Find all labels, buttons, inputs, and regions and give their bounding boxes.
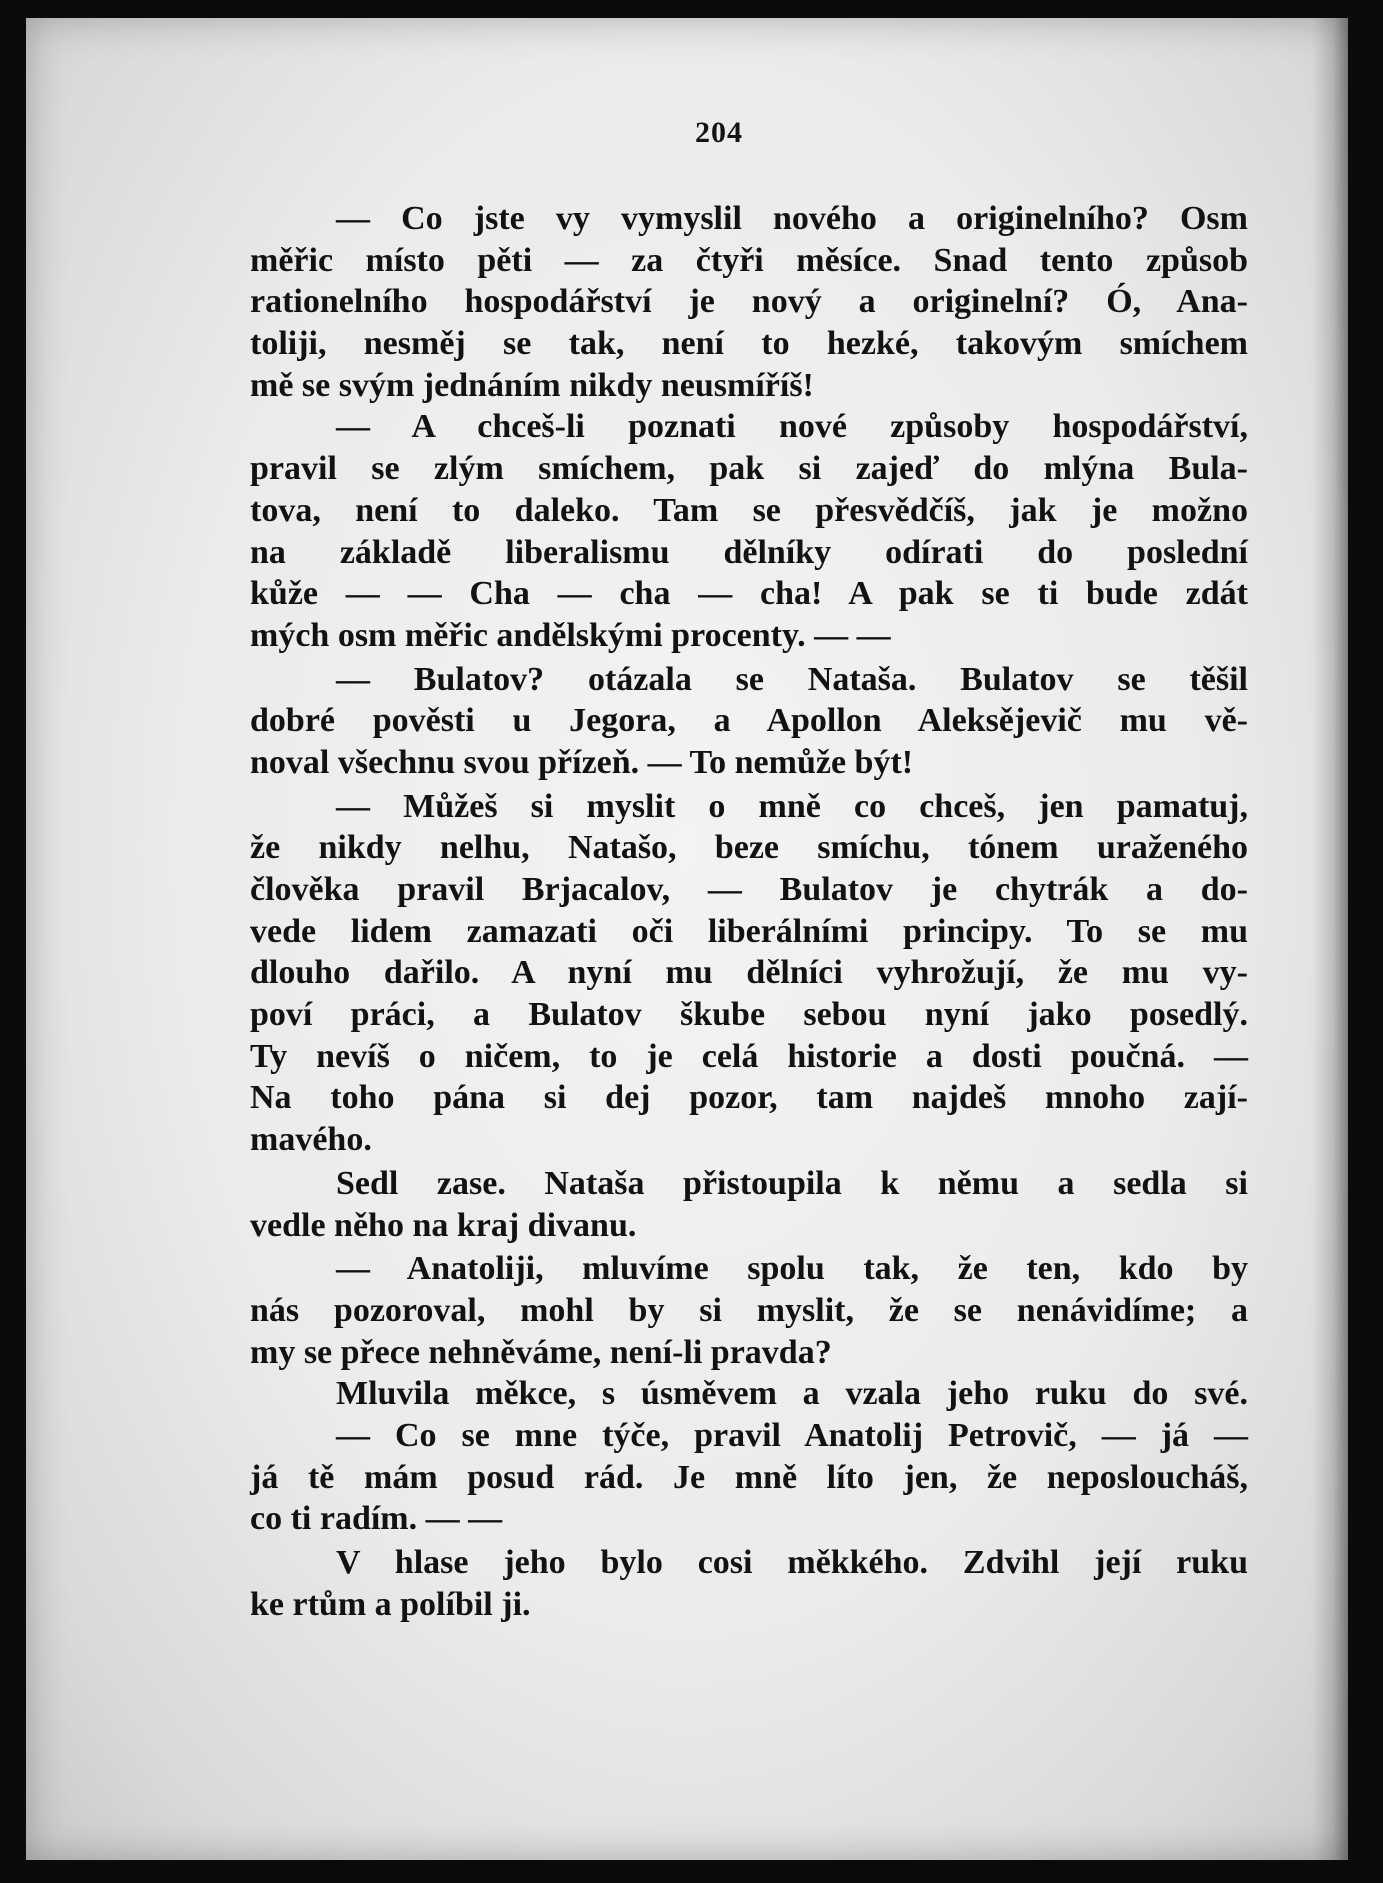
page-number: 204 [695, 116, 743, 149]
text-line: tova, není to daleko. Tam se přesvědčíš, jak je možno [250, 491, 1248, 529]
text-line: já tě mám posud rád. Je mně líto jen, že neposloucháš, [250, 1458, 1248, 1496]
text-line: dobré pověsti u Jegora, a Apollon Aleksějevič mu vě- [250, 702, 1248, 740]
text-line: že nikdy nelhu, Natašo, beze smíchu, tónem uraženého [250, 829, 1248, 867]
text-line: mavého. [250, 1121, 372, 1159]
text-line: co ti radím. — — [250, 1500, 503, 1538]
text-line: — A chceš-li poznati nové způsoby hospodářství, [336, 408, 1248, 446]
text-line: Na toho pána si dej pozor, tam najdeš mnoho zají- [250, 1079, 1248, 1117]
text-line: toliji, nesměj se tak, není to hezké, takovým smíchem [250, 325, 1248, 363]
text-line: vede lidem zamazati oči liberálními principy. To se mu [250, 912, 1248, 950]
text-line: Ty nevíš o ničem, to je celá historie a dosti poučná. — [250, 1037, 1248, 1075]
text-line: ke rtům a políbil ji. [250, 1585, 531, 1623]
text-line: Mluvila měkce, s úsměvem a vzala jeho ruku do své. [336, 1375, 1248, 1413]
text-line: měřic místo pěti — za čtyři měsíce. Snad tento způsob [250, 241, 1248, 279]
text-line: na základě liberalismu dělníky odírati do poslední [250, 533, 1248, 571]
text-line: rationelního hospodářství je nový a originelní? Ó, Ana- [250, 283, 1248, 321]
page-edge-shadow [1312, 18, 1348, 1860]
text-line: člověka pravil Brjacalov, — Bulatov je chytrák a do- [250, 871, 1248, 908]
body-text [250, 198, 1248, 1625]
text-line: noval všechnu svou přízeň. — To nemůže být! [250, 743, 914, 781]
text-line: — Co se mne týče, pravil Anatolij Petrovič, — já — [336, 1416, 1248, 1454]
text-line: Sedl zase. Nataša přistoupila k němu a sedla si [336, 1164, 1248, 1202]
text-line: — Bulatov? otázala se Nataša. Bulatov se těšil [336, 660, 1248, 698]
text-line: kůže — — Cha — cha — cha! A pak se ti bude zdát [250, 575, 1248, 613]
text-line: mě se svým jednáním nikdy neusmíříš! [250, 366, 814, 404]
text-line: dlouho dařilo. A nyní mu dělníci vyhrožují, že mu vy- [250, 954, 1248, 992]
text-line: — Co jste vy vymyslil nového a originelního? Osm [336, 200, 1248, 237]
text-line: — Můžeš si myslit o mně co chceš, jen pamatuj, [336, 787, 1248, 825]
book-page [26, 18, 1348, 1860]
text-line: — Anatoliji, mluvíme spolu tak, že ten, kdo by [336, 1250, 1248, 1288]
text-line: V hlase jeho bylo cosi měkkého. Zdvihl její ruku [336, 1544, 1248, 1581]
text-line: mých osm měřic andělskými procenty. — — [250, 616, 891, 654]
text-line: poví práci, a Bulatov škube sebou nyní jako posedlý. [250, 996, 1248, 1034]
text-line: vedle něho na kraj divanu. [250, 1206, 637, 1244]
text-line: nás pozoroval, mohl by si myslit, že se nenávidíme; a [250, 1291, 1248, 1329]
text-line: my se přece nehněváme, není-li pravda? [250, 1333, 832, 1371]
text-line: pravil se zlým smíchem, pak si zajeď do mlýna Bula- [250, 450, 1248, 488]
